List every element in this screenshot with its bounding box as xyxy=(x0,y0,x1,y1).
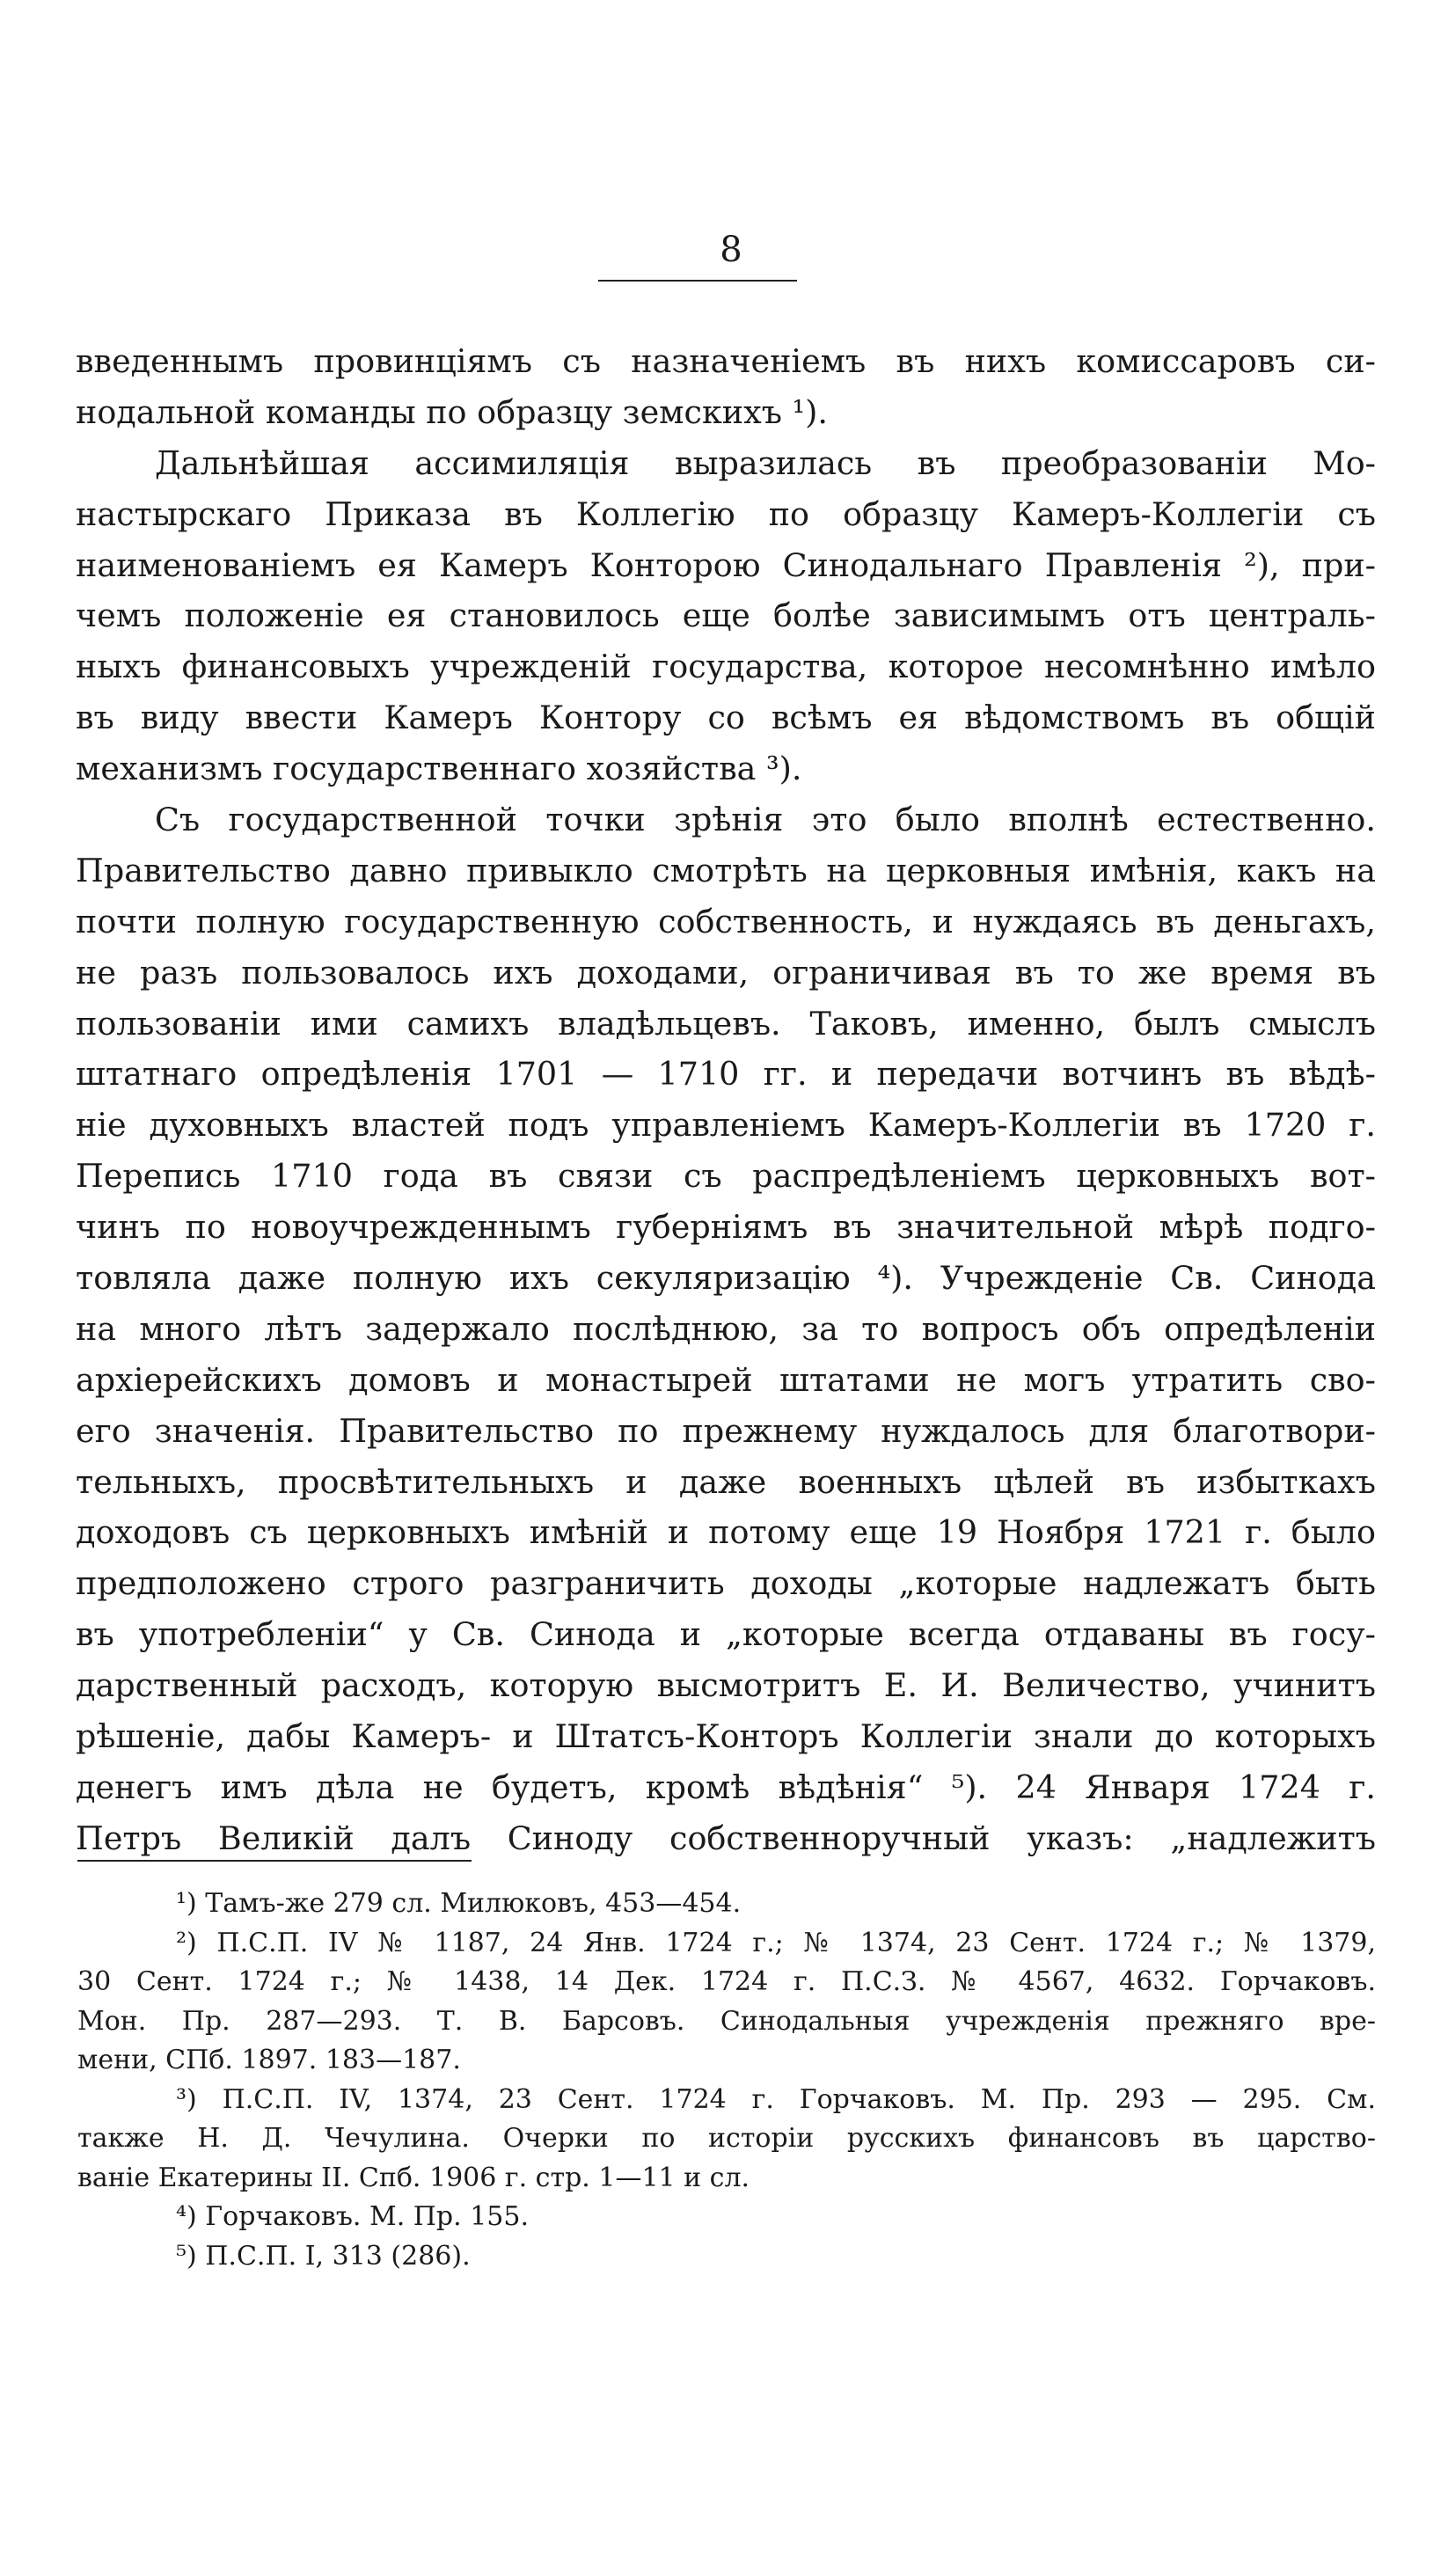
text-line: не разъ пользовалось ихъ доходами, ограничивая въ то же время въ xyxy=(76,953,1376,992)
text-line: чемъ положеніе ея становилось еще болѣе зависимымъ отъ централь- xyxy=(76,596,1376,635)
footnote-line: мени, СПб. 1897. 183—187. xyxy=(77,2045,461,2075)
text-line: штатнаго опредѣленія 1701 — 1710 гг. и передачи вотчинъ въ вѣдѣ- xyxy=(76,1055,1376,1094)
text-line: товляла даже полную ихъ секуляризацію ⁴). Учрежденіе Св. Синода xyxy=(76,1259,1376,1298)
footnote-line: ²) П.С.П. IV № 1187, 24 Янв. 1724 г.; № 1374, 23 Сент. 1724 г.; № 1379, xyxy=(176,1927,1376,1958)
footnote-line: Мон. Пр. 287—293. Т. В. Барсовъ. Синодальныя учрежденія прежняго вре- xyxy=(77,2005,1376,2037)
text-line: на много лѣтъ задержало послѣднюю, за то вопросъ объ опредѣленіи xyxy=(76,1309,1376,1348)
text-line: денегъ имъ дѣла не будетъ, кромѣ вѣдѣнія“ ⁵). 24 Января 1724 г. xyxy=(76,1767,1376,1806)
text-line: доходовъ съ церковныхъ имѣній и потому еще 19 Ноября 1721 г. было xyxy=(76,1513,1376,1552)
footnote-line: ⁵) П.С.П. I, 313 (286). xyxy=(176,2240,471,2272)
text-line: нодальной команды по образцу земскихъ ¹). xyxy=(76,392,829,431)
footnote-line: ⁴) Горчаковъ. М. Пр. 155. xyxy=(176,2201,530,2232)
text-line: дарственный расходъ, которую высмотритъ Е. И. Величество, учинитъ xyxy=(76,1666,1376,1705)
text-line: въ виду ввести Камеръ Контору со всѣмъ ея вѣдомствомъ въ общій xyxy=(76,699,1376,737)
text-line: настырскаго Приказа въ Коллегію по образцу Камеръ-Коллегіи съ xyxy=(76,494,1376,533)
text-line: Петръ Великій далъ Синоду собственноручный указъ: „надлежитъ xyxy=(76,1819,1376,1857)
text-line: тельныхъ, просвѣтительныхъ и даже военныхъ цѣлей въ избыткахъ xyxy=(76,1462,1376,1501)
text-line: чинъ по новоучрежденнымъ губерніямъ въ значительной мѣрѣ подго- xyxy=(76,1208,1376,1247)
text-line: его значенія. Правительство по прежнему нуждалось для благотвори- xyxy=(76,1411,1376,1450)
footnote-line: ¹) Тамъ-же 279 сл. Милюковъ, 453—454. xyxy=(176,1888,742,1919)
text-line: механизмъ государственнаго хозяйства ³). xyxy=(76,750,802,788)
text-line: ныхъ финансовыхъ учрежденій государства, которое несомнѣнно имѣло xyxy=(76,648,1376,686)
text-line: Правительство давно привыкло смотрѣть на церковныя имѣнія, какъ на xyxy=(76,851,1376,889)
text-line: Перепись 1710 года въ связи съ распредѣленіемъ церковныхъ вот- xyxy=(76,1157,1376,1196)
text-line: ніе духовныхъ властей подъ управленіемъ Камеръ-Коллегіи въ 1720 г. xyxy=(76,1106,1376,1145)
footnotes xyxy=(77,1884,1376,2276)
text-line: предположено строго разграничить доходы „которые надлежатъ быть xyxy=(76,1564,1376,1603)
text-line: рѣшеніе, дабы Камеръ- и Штатсъ-Конторъ Коллегіи знали до которыхъ xyxy=(76,1717,1376,1756)
footnote-separator xyxy=(77,1860,472,1862)
footnote-line: 30 Сент. 1724 г.; № 1438, 14 Дек. 1724 г. П.С.З. № 4567, 4632. Горчаковъ. xyxy=(77,1966,1376,1997)
header-rule xyxy=(598,280,797,282)
text-line: почти полную государственную собственность, и нуждаясь въ деньгахъ, xyxy=(76,902,1376,940)
footnote-line: также Н. Д. Чечулина. Очерки по исторіи русскихъ финансовъ въ царство- xyxy=(77,2123,1376,2154)
main-text xyxy=(76,336,1376,1864)
text-line: въ употребленіи“ у Св. Синода и „которые всегда отдаваны въ госу- xyxy=(76,1615,1376,1654)
text-line: наименованіемъ ея Камеръ Конторою Синодальнаго Правленія ²), при- xyxy=(76,545,1376,584)
text-line: архіерейскихъ домовъ и монастырей штатами не могъ утратить сво- xyxy=(76,1360,1376,1399)
page-number: 8 xyxy=(720,230,742,270)
text-line: Дальнѣйшая ассимиляція выразилась въ преобразованіи Мо- xyxy=(155,443,1376,482)
text-line: пользованіи ими самихъ владѣльцевъ. Таковъ, именно, былъ смыслъ xyxy=(76,1004,1376,1043)
footnote-line: ваніе Екатерины II. Спб. 1906 г. стр. 1—11 и сл. xyxy=(77,2162,750,2193)
text-line: введеннымъ провинціямъ съ назначеніемъ въ нихъ комиссаровъ си- xyxy=(76,342,1376,380)
footnote-line: ³) П.С.П. IV, 1374, 23 Сент. 1724 г. Горчаковъ. М. Пр. 293 — 295. См. xyxy=(176,2083,1376,2115)
text-line: Съ государственной точки зрѣнія это было вполнѣ естественно. xyxy=(155,801,1376,839)
